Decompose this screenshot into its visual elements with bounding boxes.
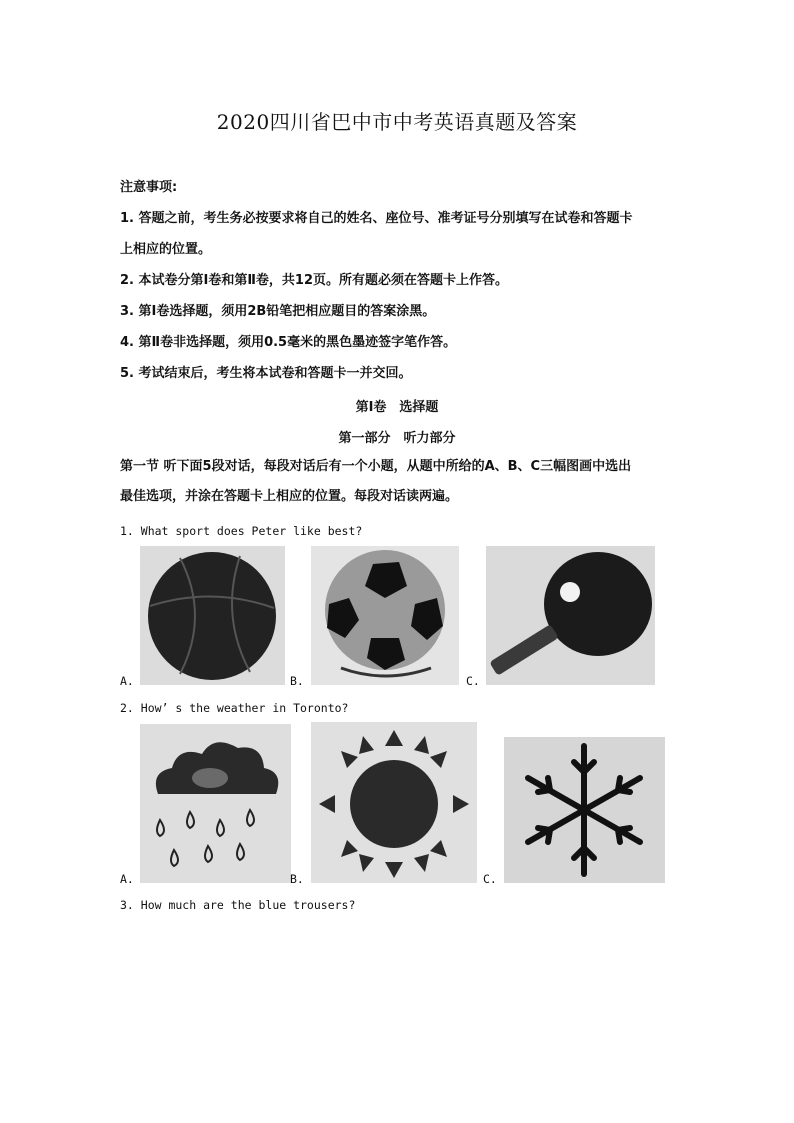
snowflake-icon[interactable] [504, 737, 665, 883]
part-heading: 第一部分 听力部分 [338, 431, 456, 446]
instruction-line: 2. 本试卷分第Ⅰ卷和第Ⅱ卷，共12页。所有题必须在答题卡上作答。 [120, 273, 509, 288]
instruction-line: 4. 第Ⅱ卷非选择题，须用0.5毫米的黑色墨迹签字笔作答。 [120, 335, 457, 350]
instruction-line: 上相应的位置。 [120, 242, 212, 257]
sun-icon[interactable] [311, 722, 477, 883]
option-letter: A. [120, 674, 134, 688]
question-1: 1. What sport does Peter like best? [120, 524, 363, 538]
instruction-line: 3. 第Ⅰ卷选择题，须用2B铅笔把相应题目的答案涂黑。 [120, 304, 436, 319]
question-2: 2. How’ s the weather in Toronto? [120, 701, 349, 715]
option-letter: C. [483, 872, 497, 886]
basketball-icon[interactable] [140, 546, 285, 685]
instruction-line: 1. 答题之前，考生务必按要求将自己的姓名、座位号、准考证号分别填写在试卷和答题卡 [120, 211, 633, 226]
ping-pong-paddle-icon[interactable] [486, 546, 655, 685]
option-letter: B. [290, 674, 304, 688]
rain-cloud-icon[interactable] [140, 724, 291, 883]
question-3: 3. How much are the blue trousers? [120, 898, 356, 912]
instructions-heading: 注意事项: [120, 180, 178, 195]
section-intro-line: 第一节 听下面5段对话，每段对话后有一个小题，从题中所给的A、B、C三幅图画中选出 [120, 459, 632, 474]
option-letter: B. [290, 872, 304, 886]
page-title: 2020四川省巴中市中考英语真题及答案 [216, 110, 578, 134]
instruction-line: 5. 考试结束后，考生将本试卷和答题卡一并交回。 [120, 366, 412, 381]
instructions [120, 172, 680, 389]
volume-heading: 第Ⅰ卷 选择题 [355, 400, 439, 415]
section-intro [120, 452, 680, 512]
option-letter: A. [120, 872, 134, 886]
option-letter: C. [466, 674, 480, 688]
section-intro-line: 最佳选项，并涂在答题卡上相应的位置。每段对话读两遍。 [120, 489, 459, 504]
soccer-ball-icon[interactable] [311, 546, 459, 685]
